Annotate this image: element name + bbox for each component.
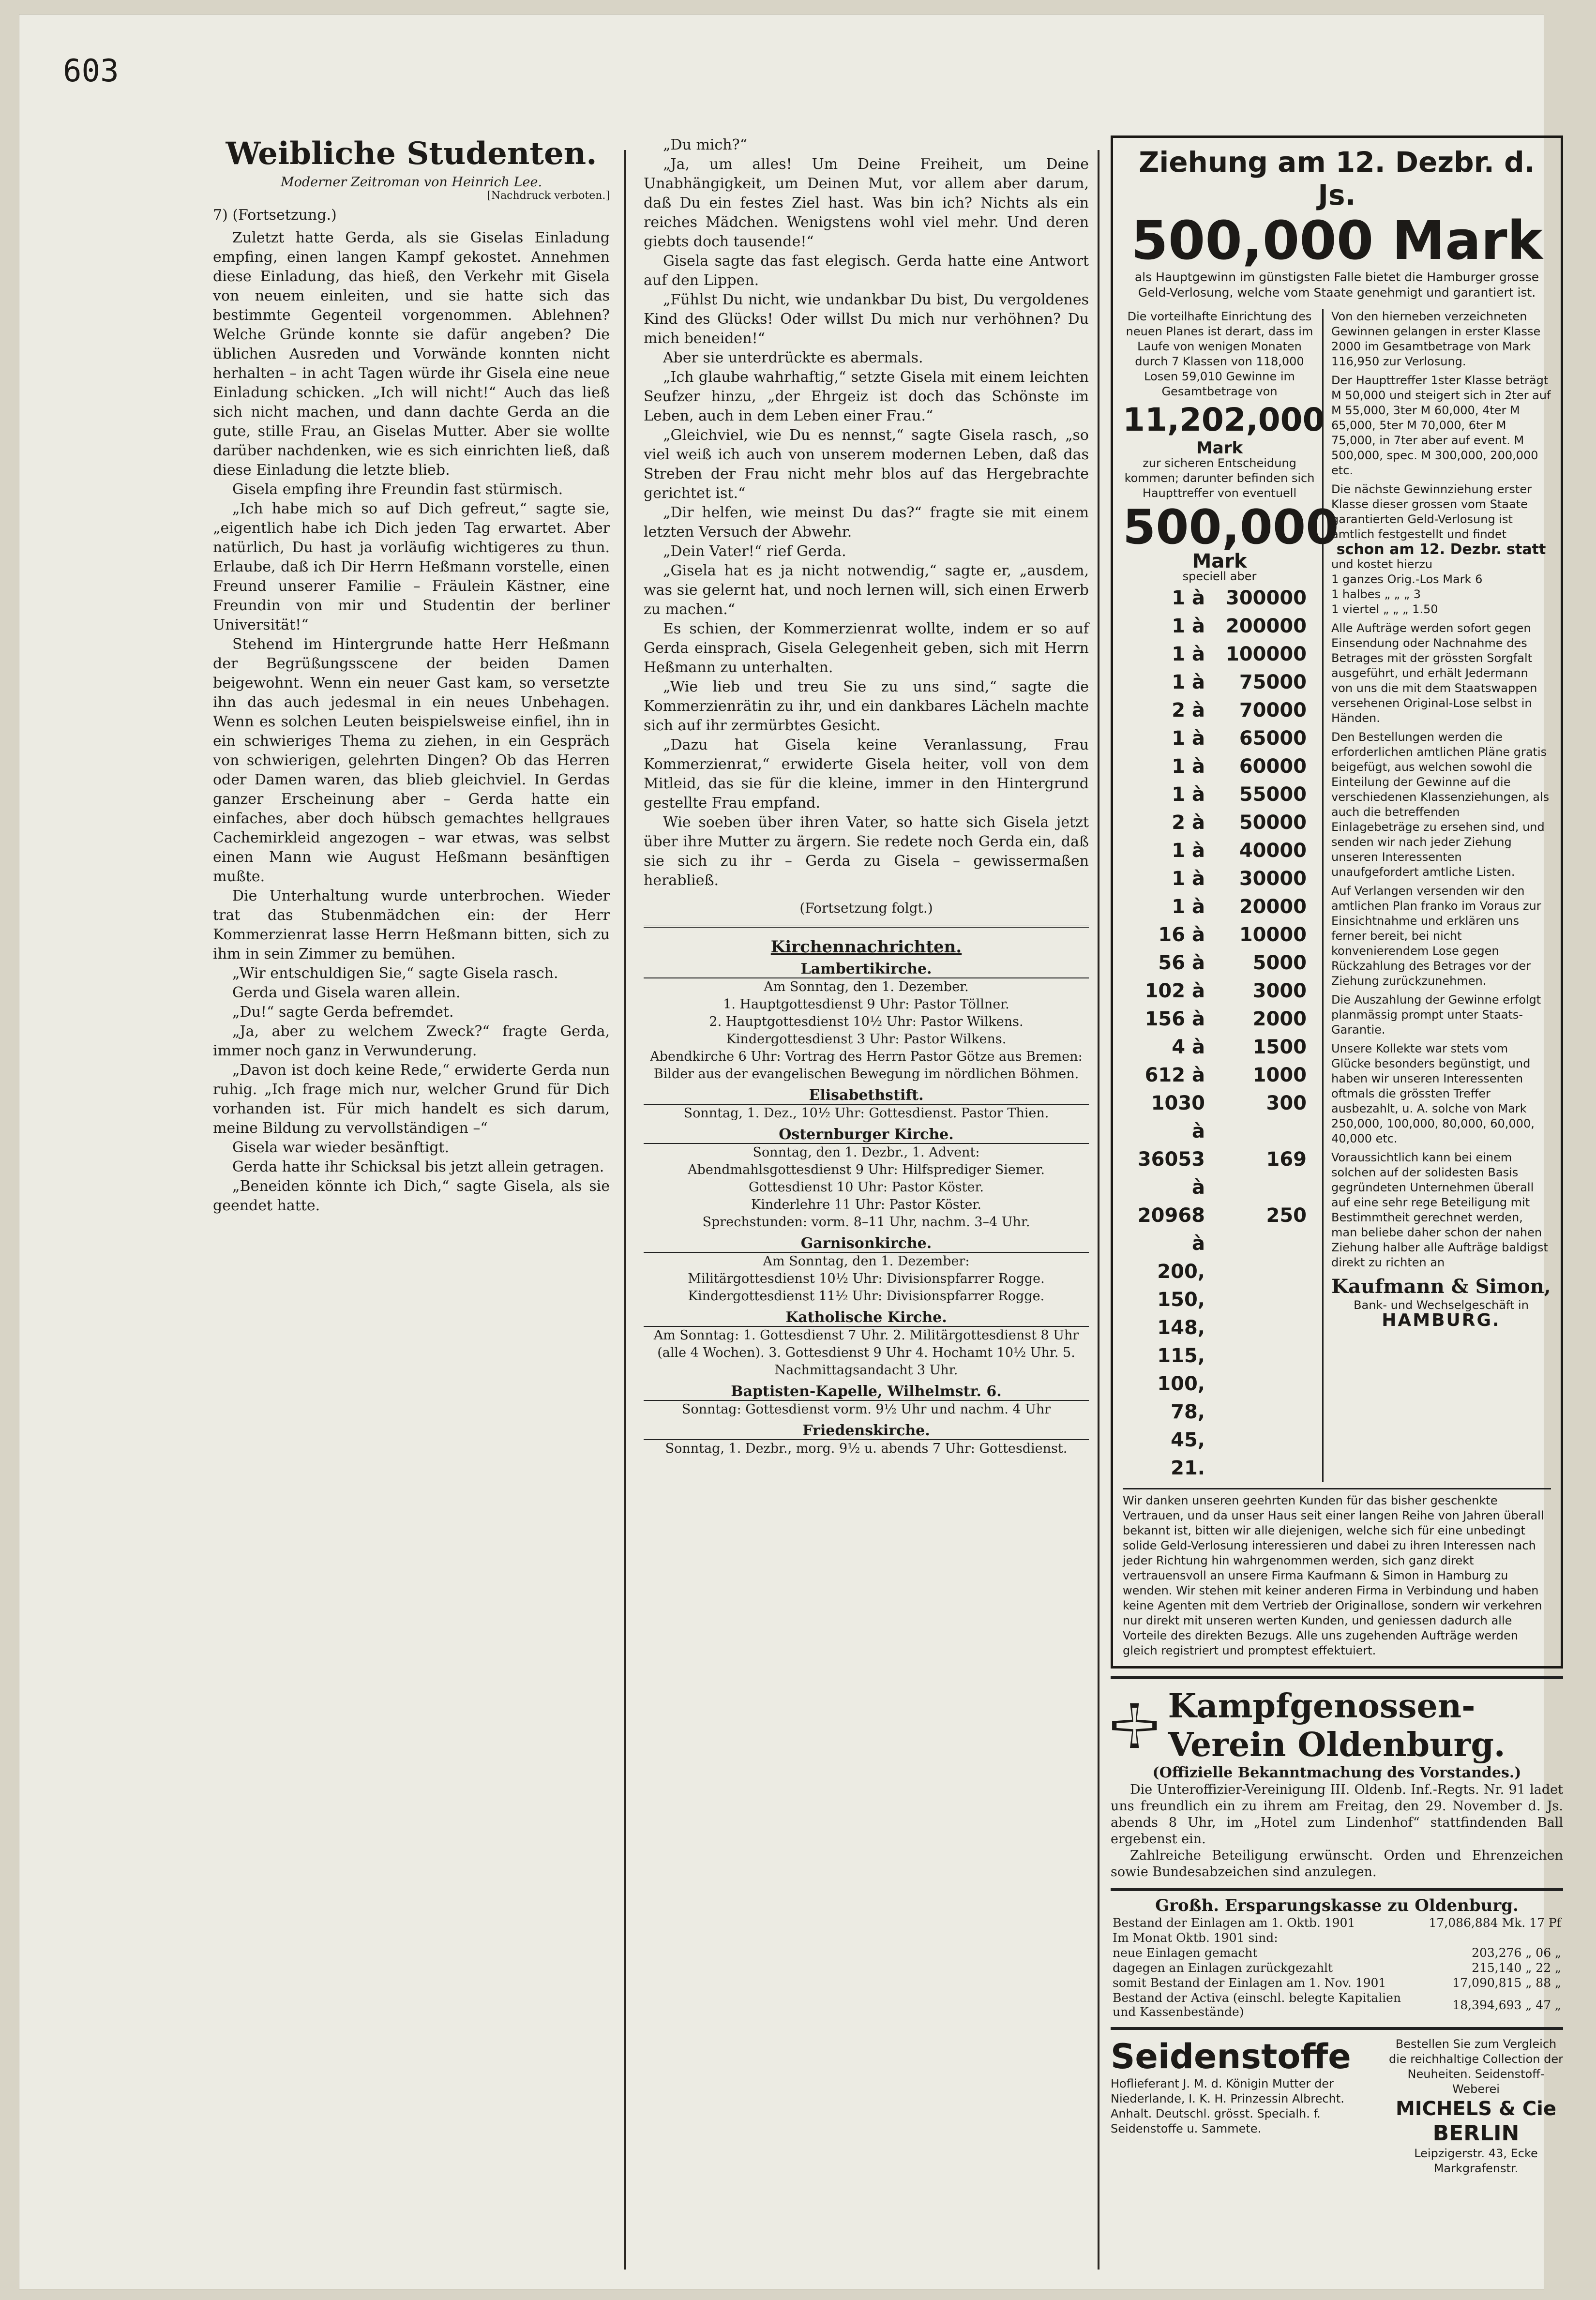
serial-paragraph: „Dazu hat Gisela keine Veranlassung, Frau Kommerzienrat,“ erwiderte Gisela heiter, voll von dem Mitleid, das sie für die kleine, immer in den Hintergrund gestellte Frau empfand. [644, 737, 1089, 812]
church-section-title: Lambertikirche. [644, 961, 1089, 978]
prize-row [1123, 668, 1316, 696]
lottery-right-text9: Voraussichtlich kann bei einem solchen auf der solidesten Basis gegründeten Unternehmen überall auf eine sehr rege Beteiligung mit Bestimmtheit gerechnet werden, man beliebe daher schon der nahen Ziehung halber alle Aufträge baldigst direkt zu richten an [1331, 1151, 1548, 1269]
lottery-right-text6: Auf Verlangen versenden wir den amtlichen Plan franko im Voraus zur Einsichtnahme und erklären uns ferner bereit, bei nicht konvenierendem Lose gegen Rückzahlung des Betrages vor der Ziehung zurückzunehmen. [1331, 884, 1541, 988]
serial-paragraph: „Du!“ sagte Gerda befremdet. [232, 1004, 454, 1021]
lottery-total: 11,202,000 [1123, 401, 1325, 438]
lottery-left [1123, 309, 1339, 1482]
prize-row [1123, 1089, 1316, 1145]
church-line: Kindergottesdienst 11½ Uhr: Divisionspfarrer Rogge. [688, 1289, 1045, 1304]
prize-amount [1215, 1370, 1307, 1482]
church-line: Abendmahlsgottesdienst 9 Uhr: Hilfsprediger Siemer. [688, 1162, 1045, 1177]
prize-row [1123, 696, 1316, 724]
savings-value [1427, 1930, 1563, 1945]
lottery-jackpot: 500,000 Mark [1131, 210, 1543, 271]
prize-row [1123, 640, 1316, 668]
serial-paragraphs [213, 228, 610, 1216]
church-line: 2. Hauptgottesdienst 10½ Uhr: Pastor Wilkens. [709, 1014, 1024, 1029]
serial-paragraph: Stehend im Hintergrunde hatte Herr Heßmann der Begrüßungsscene der beiden Damen beigewohnt. Wenn ein neuer Gast kam, so versetzte ihn das auch jedesmal in ein neues Unbehagen. Wenn es solchen Leuten beispielsweise einfiel, ihn in ein schwieriges Thema zu ziehen, in ein Gespräch von schwierigen, gelehrten Dingen? Ob das Herren oder Damen waren, das blieb gleichviel. In Gerdas ganzer Erscheinung aber – Gerda hatte ein einfaches, aber doch hübsch gemachtes hellgraues Cachemirkleid angezogen – war etwas, was selbst einen Mann wie August Heßmann besänftigen mußte. [213, 636, 610, 885]
serial-paragraph: „Du mich?“ [663, 136, 748, 153]
savings-value: 215,140 „ 22 „ [1472, 1961, 1561, 1975]
prize-count: 36053 à [1137, 1148, 1205, 1199]
prize-amount: 55000 [1239, 783, 1307, 806]
church-line: Am Sonntag: 1. Gottesdienst 7 Uhr. 2. Militärgottesdienst 8 Uhr (alle 4 Wochen). 3. Gottesdienst 9 Uhr 4. Hochamt 10½ Uhr. 5. Nachmittagsandacht 3 Uhr. [653, 1328, 1079, 1378]
newspaper-page [19, 15, 1563, 2289]
church-line: 1. Hauptgottesdienst 9 Uhr: Pastor Töllner. [723, 997, 1009, 1012]
lottery-footer-box [1123, 1488, 1551, 1658]
serial-paragraph: Wie soeben über ihren Vater, so hatte sich Gisela jetzt über ihre Mutter zu ärgern. Sie redete noch Gerda ein, daß sie sich zu ihr – Gerda zu Gisela – gewissermaßen herabließ. [644, 814, 1089, 889]
prize-count: 1 à [1172, 615, 1205, 637]
verein-subtitle: (Offizielle Bekanntmachung des Vorstandes.) [1152, 1764, 1521, 1781]
prize-row [1123, 1145, 1316, 1202]
savings-value: 203,276 „ 06 „ [1472, 1946, 1561, 1960]
verein-notice [1111, 1676, 1563, 1880]
prize-amount: 60000 [1239, 755, 1307, 778]
prize-count: 200, 150, 148, 115, [1157, 1261, 1205, 1367]
lottery-cost-label: und kostet hierzu [1331, 557, 1433, 571]
serial-paragraph: „Ja, aber zu welchem Zweck?“ fragte Gerda, immer noch ganz in Verwunderung. [213, 1023, 610, 1059]
prize-count: 1 à [1172, 587, 1205, 609]
serial-continued: (Fortsetzung folgt.) [799, 900, 933, 916]
prize-amount: 75000 [1239, 671, 1307, 693]
lottery-right-text: Von den hierneben verzeichneten Gewinnen gelangen in erster Klasse 2000 im Gesamtbetrage von Mark 116,950 zur Verlosung. [1331, 310, 1541, 368]
serial-paragraph: „Ich glaube wahrhaftig,“ setzte Gisela mit einem leichten Seufzer hinzu, „der Ehrgeiz ist doch das Schönste im Leben, auch in dem Leben einer Frau.“ [644, 369, 1089, 424]
prize-count: 612 à [1144, 1064, 1205, 1086]
prize-amount: 50000 [1239, 812, 1307, 834]
lottery-speciell: speciell aber [1182, 570, 1257, 583]
savings-row [1111, 1990, 1563, 2019]
church-line: Sonntag, den 1. Dezbr., 1. Advent: [753, 1145, 980, 1160]
savings-label: dagegen an Einlagen zurückgezahlt [1113, 1961, 1333, 1975]
silk-note: Bestellen Sie zum Vergleich die reichhaltige Collection der Neuheiten. Seidenstoff-Weberei [1389, 2037, 1563, 2096]
prize-count: 56 à [1158, 952, 1205, 974]
prize-count: 1 à [1172, 840, 1205, 862]
church-section-title: Garnisonkirche. [644, 1235, 1089, 1253]
serial-paragraph: „Dir helfen, wie meinst Du das?“ fragte sie mit einem letzten Versuch der Abwehr. [644, 504, 1089, 541]
serial-paragraph: „Ja, um alles! Um Deine Freiheit, um Deine Unabhängigkeit, um Deinen Mut, vor allem aber darum, daß Du ein festes Ziel hast. Was bin ich? Nichts als ein reiches Mädchen. Wenigstens wohl viel mehr. Und deren giebts doch tausende!“ [644, 156, 1089, 250]
prize-amount: 30000 [1239, 868, 1307, 890]
cost-list [1331, 572, 1551, 617]
savings-table [1111, 1915, 1563, 2019]
cost-line: 1 halbes „ „ „ 3 [1331, 587, 1421, 601]
serial-paragraph: Gisela sagte das fast elegisch. Gerda hatte eine Antwort auf den Lippen. [644, 253, 1089, 289]
silk-firm: MICHELS & Cie [1395, 2098, 1557, 2120]
prize-amount: 2000 [1252, 1008, 1307, 1030]
savings-label: neue Einlagen gemacht [1113, 1946, 1258, 1960]
church-line: Sonntag, 1. Dezbr., morg. 9½ u. abends 7 Uhr: Gottesdienst. [665, 1441, 1068, 1456]
church-line: Sonntag: Gottesdienst vorm. 9½ Uhr und nachm. 4 Uhr [681, 1402, 1051, 1417]
serial-paragraph: Aber sie unterdrückte es abermals. [663, 349, 923, 366]
prize-amount: 65000 [1239, 727, 1307, 750]
prize-row [1123, 809, 1316, 837]
serial-paragraph: Zuletzt hatte Gerda, als sie Giselas Einladung empfing, einen langen Kampf gekostet. Annehmen diese Einladung, das hieß, den Verkehr mit Gisela von neuem einleiten, und sie hatte sich das bestimmte Gegenteil vorgenommen. Ablehnen? Welche Gründe konnte sie dafür angeben? Die üblichen Ausreden und Vorwände konnten nicht herhalten – in acht Tagen würde ihr Gisela eine neue Einladung schicken. „Ich will nicht!“ Auch das ließ sich nicht machen, und dann dachte Gerda an die gute, stille Frau, an Giselas Mutter. Aber sie wollte darüber nachdenken, wie es sich einrichten ließ, daß diese Einladung die letzte blieb. [213, 229, 610, 479]
prize-amount: 300 [1266, 1092, 1307, 1114]
prize-amount: 100000 [1226, 643, 1307, 665]
savings-row [1111, 1945, 1563, 1960]
page-number: 603 [63, 53, 119, 89]
prize-amount: 3000 [1252, 980, 1307, 1002]
savings-label: Im Monat Oktb. 1901 sind: [1113, 1931, 1278, 1945]
prize-row [1123, 893, 1316, 921]
serial-rights: [Nachdruck verboten.] [487, 190, 610, 202]
savings-row [1111, 1915, 1563, 1930]
prize-row [1123, 1061, 1316, 1089]
serial-paragraph: Gisela empfing ihre Freundin fast stürmisch. [232, 481, 563, 498]
prize-row [1123, 781, 1316, 809]
prize-count: 2 à [1172, 812, 1205, 834]
savings-label: Bestand der Einlagen am 1. Oktb. 1901 [1113, 1916, 1355, 1930]
serial-paragraph: „Beneiden könnte ich Dich,“ sagte Gisela, als sie geendet hatte. [213, 1178, 610, 1214]
serial-paragraph: „Ich habe mich so auf Dich gefreut,“ sagte sie, „eigentlich habe ich Dich jeden Tag erwartet. Aber natürlich, Du hast ja vorläufig wichtigeres zu thun. Erlaube, daß ich Dir Herrn Heßmann vorstelle, einen Freund unserer Familie – Fräulein Kästner, eine Freundin von mir und Studentin der berliner Universität!“ [213, 500, 610, 633]
verein-text: Die Unteroffizier-Vereinigung III. Oldenb. Inf.-Regts. Nr. 91 ladet uns freundlich ein zu ihrem am Freitag, den 29. November d. Js. abends 8 Uhr, im „Hotel zum Lindenhof“ stattfindenden Ball ergebenst ein. [1111, 1782, 1563, 1847]
savings-row [1111, 1975, 1563, 1990]
prize-count: 1 à [1172, 643, 1205, 665]
prize-count: 1 à [1172, 755, 1205, 778]
lottery-right-text2: Der Haupttreffer 1ster Klasse beträgt M 50,000 und steigert sich in 2ter auf M 55,000, 3ter M 60,000, 4ter M 65,000, 5ter M 70,000, 6ter M 75,000, in 7ter aber auf event. M 500,000, spec. M 300,000, 200,000 etc. [1331, 374, 1551, 477]
serial-paragraph: „Dein Vater!“ rief Gerda. [663, 543, 846, 560]
prize-count: 1 à [1172, 896, 1205, 918]
church-line: Kindergottesdienst 3 Uhr: Pastor Wilkens. [726, 1032, 1007, 1047]
prize-amount [1215, 1258, 1307, 1370]
prize-row [1123, 724, 1316, 752]
serial-column-1 [213, 135, 610, 1216]
savings-label: somit Bestand der Einlagen am 1. Nov. 1901 [1113, 1976, 1386, 1990]
prize-amount: 5000 [1252, 952, 1307, 974]
prize-count: 156 à [1144, 1008, 1205, 1030]
lottery-headline: Ziehung am 12. Dezbr. d. Js. [1139, 146, 1535, 211]
serial-paragraph: „Wir entschuldigen Sie,“ sagte Gisela rasch. [232, 965, 558, 982]
prize-amount: 1000 [1252, 1064, 1307, 1086]
serial-paragraph: Gisela war wieder besänftigt. [232, 1139, 450, 1156]
prize-row [1123, 921, 1316, 949]
prize-count: 1 à [1172, 671, 1205, 693]
lottery-total-unit: Mark [1196, 438, 1243, 458]
lottery-left-text: Die vorteilhafte Einrichtung des neuen Planes ist derart, dass im Laufe von wenigen Monaten durch 7 Klassen von 118,000 Losen 59,010 Gewinne im Gesamtbetrage von [1126, 310, 1313, 398]
cost-line: 1 ganzes Orig.-Los Mark 6 [1331, 572, 1483, 586]
church-line: Sprechstunden: vorm. 8–11 Uhr, nachm. 3–4 Uhr. [702, 1215, 1030, 1230]
verein-title: Kampfgenossen-Verein Oldenburg. [1168, 1687, 1506, 1764]
lottery-firm-sub: Bank- und Wechselgeschäft in [1354, 1298, 1529, 1312]
savings-notice [1111, 1888, 1563, 2019]
serial-paragraphs-2 [644, 135, 1089, 890]
prize-amount: 1500 [1252, 1036, 1307, 1058]
serial-paragraph: „Gisela hat es ja nicht notwendig,“ sagte er, „ausdem, was sie gelernt hat, und noch lernen will, sich einen Erwerb zu machen.“ [644, 562, 1089, 618]
church-section-title: Elisabethstift. [644, 1087, 1089, 1105]
divider [644, 926, 1089, 928]
prize-count: 2 à [1172, 699, 1205, 722]
prize-row [1123, 1005, 1316, 1033]
prize-amount: 200000 [1226, 615, 1307, 637]
silk-ad [1111, 2027, 1563, 2176]
prize-row [1123, 1258, 1316, 1370]
serial-title: Weibliche Studenten. [226, 135, 597, 172]
prize-row [1123, 865, 1316, 893]
prize-count: 4 à [1172, 1036, 1205, 1058]
savings-row [1111, 1960, 1563, 1975]
iron-cross-icon [1111, 1687, 1158, 1764]
prize-amount: 250 [1266, 1204, 1307, 1227]
church-line: Gottesdienst 10 Uhr: Pastor Köster. [748, 1180, 984, 1195]
serial-paragraph: Die Unterhaltung wurde unterbrochen. Wieder trat das Stubenmädchen ein: der Herr Kommerzienrat lasse Herrn Heßmann bitten, sich zu ihm in sein Zimmer zu bemühen. [213, 887, 610, 962]
serial-column-2 [644, 135, 1089, 1458]
lottery-left-text2: zur sicheren Entscheidung kommen; darunter befinden sich Haupttreffer von eventuell [1124, 456, 1315, 500]
church-line: Militärgottesdienst 10½ Uhr: Divisionspfarrer Rogge. [688, 1271, 1045, 1286]
serial-part: 7) (Fortsetzung.) [213, 207, 337, 224]
serial-subtitle: Moderner Zeitroman von Heinrich Lee. [280, 175, 542, 190]
prize-amount: 40000 [1239, 840, 1307, 862]
church-section-title: Friedenskirche. [644, 1422, 1089, 1440]
prize-row [1123, 1202, 1316, 1258]
savings-value: 18,394,693 „ 47 „ [1452, 1998, 1561, 2012]
serial-paragraph: Gerda und Gisela waren allein. [232, 984, 461, 1001]
lottery-footer: Wir danken unseren geehrten Kunden für das bisher geschenkte Vertrauen, und da unser Haus seit einer langen Reihe von Jahren überall bekannt ist, bitten wir alle diejenigen, welche sich für eine unbedingt solide Geld-Verlosung interessieren und dabei zu ihren Interessen nach jeder Richtung hin wahrgenommen werden, sich ganz direkt vertrauensvoll an unsere Firma Kaufmann & Simon in Hamburg zu wenden. Wir stehen mit keiner anderen Firma in Verbindung und haben keine Agenten mit dem Vertrieb der Originallose, sondern wir verkehren nur direkt mit unseren werten Kunden, und geniessen dadurch alle Vorteile des direkten Bezugs. Alle uns zugehenden Aufträge werden gleich registriert und promptest effektuiert. [1123, 1494, 1544, 1657]
lottery-right-text3: Die nächste Gewinnziehung erster Klasse dieser grossen vom Staate garantierten Geld-Verlosung ist amtlich festgestellt und findet [1331, 482, 1532, 541]
serial-paragraph: Gerda hatte ihr Schicksal bis jetzt allein getragen. [232, 1158, 604, 1175]
church-line: Abendkirche 6 Uhr: Vortrag des Herrn Pastor Götze aus Bremen: Bilder aus der evangelischen Bewegung im nördlichen Böhmen. [650, 1049, 1083, 1082]
silk-brand: Seidenstoffe [1111, 2037, 1351, 2076]
prize-amount: 300000 [1226, 587, 1307, 609]
serial-paragraph: „Fühlst Du nicht, wie undankbar Du bist, Du vergoldenes Kind des Glücks! Oder willst Du mich nur verhöhnen? Du mich beneiden!“ [644, 291, 1089, 347]
prize-count: 1 à [1172, 868, 1205, 890]
prize-count: 16 à [1158, 924, 1205, 946]
prize-count: 1030 à [1151, 1092, 1205, 1142]
lottery-right-text7: Die Auszahlung der Gewinne erfolgt planmässig prompt unter Staats-Garantie. [1331, 993, 1541, 1037]
prize-amount: 20000 [1239, 896, 1307, 918]
prize-count: 100, 78, 45, 21. [1157, 1373, 1205, 1479]
prize-row [1123, 1033, 1316, 1061]
savings-label: Bestand der Activa (einschl. belegte Kapitalien und Kassenbestände) [1113, 1991, 1401, 2019]
lottery-right-text8: Unsere Kollekte war stets vom Glücke besonders begünstigt, und haben wir unseren Interessenten oftmals die grössten Treffer ausbezahlt, u. A. solche von Mark 250,000, 100,000, 80,000, 60,000, 40,000 etc. [1331, 1042, 1535, 1145]
column-rule [624, 150, 626, 2270]
church-section-title: Osternburger Kirche. [644, 1126, 1089, 1144]
prize-amount: 70000 [1239, 699, 1307, 722]
lottery-right [1331, 309, 1551, 1482]
verein-note: Zahlreiche Beteiligung erwünscht. Orden und Ehrenzeichen sowie Bundesabzeichen sind anzulegen. [1111, 1848, 1563, 1879]
serial-paragraph: „Davon ist doch keine Rede,“ erwiderte Gerda nun ruhig. „Ich frage mich nur, welcher Grund für Dich vorhanden ist. Für mich handelt es sich darum, meine Bildung zu vervollständigen –“ [213, 1062, 610, 1137]
prize-amount: 10000 [1239, 924, 1307, 946]
silk-address: Leipzigerstr. 43, Ecke Markgrafenstr. [1414, 2147, 1538, 2175]
serial-paragraph: Es schien, der Kommerzienrat wollte, indem er so auf Gerda einsprach, Gisela Gelegenheit geben, sich mit Herrn Heßmann zu unterhalten. [644, 620, 1089, 676]
church-line: Kinderlehre 11 Uhr: Pastor Köster. [751, 1197, 981, 1212]
lottery-big-unit: Mark [1192, 550, 1247, 572]
prize-count: 1 à [1172, 727, 1205, 750]
church-title: Kirchennachrichten. [770, 937, 962, 957]
cost-line: 1 viertel „ „ „ 1.50 [1331, 602, 1438, 616]
prize-row [1123, 752, 1316, 781]
savings-row [1111, 1930, 1563, 1945]
lottery-big-prize: 500,000 [1123, 500, 1339, 555]
prize-row [1123, 1370, 1316, 1482]
church-section-title: Katholische Kirche. [644, 1309, 1089, 1327]
lottery-right-text5: Den Bestellungen werden die erforderlichen amtlichen Pläne gratis beigefügt, aus welchen sowohl die Einteilung der Gewinne auf die verschiedenen Klassenziehungen, als auch die betreffenden Einlagebeträge zu ersehen sind, und senden wir nach jeder Ziehung unseren Interessenten unaufgefordert amtliche Listen. [1331, 730, 1550, 879]
savings-value: 17,086,884 Mk. 17 Pf [1429, 1916, 1561, 1930]
lottery-intro: als Hauptgewinn im günstigsten Falle bietet die Hamburger grosse Geld-Verlosung, welche vom Staate genehmigt und garantiert ist. [1134, 270, 1539, 300]
serial-paragraph: „Gleichviel, wie Du es nennst,“ sagte Gisela rasch, „so viel weiß ich auch von unserem modernen Leben, daß das Streben der Frau nicht mehr blos auf das Hergebrachte gerichtet ist.“ [644, 427, 1089, 502]
prize-count: 102 à [1144, 980, 1205, 1002]
prize-count: 20968 à [1137, 1204, 1205, 1255]
column-rule [1098, 150, 1099, 2270]
prize-list [1123, 584, 1316, 1482]
lottery-ad [1111, 135, 1563, 1669]
serial-paragraph: „Wie lieb und treu Sie zu uns sind,“ sagte die Kommerzienrätin zu ihr, und ein dankbares Lächeln machte sich auf ihr zermürbtes Gesicht. [644, 678, 1089, 734]
prize-row [1123, 837, 1316, 865]
lottery-firm: Kaufmann & Simon, [1331, 1275, 1551, 1298]
church-line: Am Sonntag, den 1. Dezember. [764, 979, 969, 994]
savings-title: Großh. Ersparungskasse zu Oldenburg. [1155, 1896, 1519, 1915]
church-section-title: Baptisten-Kapelle, Wilhelmstr. 6. [644, 1383, 1089, 1401]
prize-amount: 169 [1266, 1148, 1307, 1171]
lottery-city: HAMBURG. [1382, 1310, 1501, 1330]
church-line: Am Sonntag, den 1. Dezember: [763, 1254, 970, 1269]
prize-count: 1 à [1172, 783, 1205, 806]
church-line: Sonntag, 1. Dez., 10½ Uhr: Gottesdienst. Pastor Thien. [683, 1106, 1049, 1121]
silk-purveyor: Hoflieferant J. M. d. Königin Mutter der Niederlande, I. K. H. Prinzessin Albrecht. Anhalt. Deutschl. grösst. Specialh. f. Seidenstoffe u. Sammete. [1111, 2077, 1344, 2135]
prize-row [1123, 612, 1316, 640]
prize-row [1123, 584, 1316, 612]
ad-column [1111, 135, 1563, 2176]
silk-city: BERLIN [1432, 2121, 1520, 2146]
church-sections [644, 961, 1089, 1458]
savings-value: 17,090,815 „ 88 „ [1452, 1976, 1561, 1990]
prize-row [1123, 977, 1316, 1005]
lottery-draw-date: schon am 12. Dezbr. statt [1336, 541, 1546, 558]
prize-row [1123, 949, 1316, 977]
lottery-right-text4: Alle Aufträge werden sofort gegen Einsendung oder Nachnahme des Betrages mit der grössten Sorgfalt ausgeführt, und erhält Jedermann von uns die mit dem Staatswappen versehenen Original-Lose selbst in Händen. [1331, 621, 1537, 725]
